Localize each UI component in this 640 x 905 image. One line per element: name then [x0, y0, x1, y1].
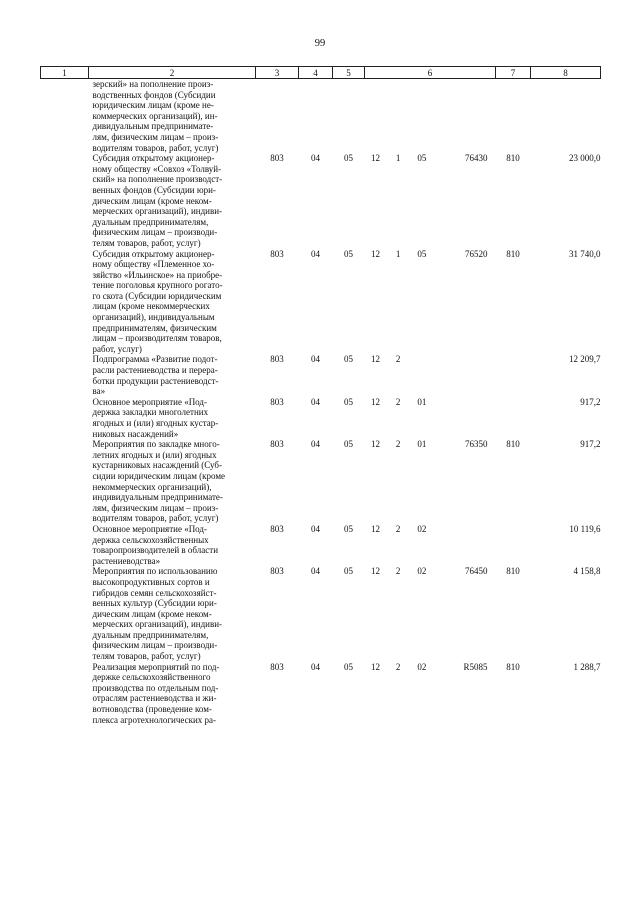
column-header-1: 1: [41, 67, 89, 79]
row-target-article: [365, 397, 496, 439]
row-description: Реализация мероприятий по под- держке сельскохозяйственного производства по отдельным под- отраслям растениеводства и жи- вотноводства (проведение ком- плекса агротехнологических ра-: [92, 661, 220, 725]
row-section-code: 04: [311, 523, 320, 534]
row-target-article: [365, 249, 496, 355]
row-subsection-code: [333, 79, 365, 154]
row-subsection-code: 05: [344, 248, 353, 259]
row-subsection-code: 05: [344, 661, 353, 672]
row-measure-code: 02: [417, 661, 427, 672]
row-measure-code: [412, 354, 432, 365]
row-direction-code: R5085: [463, 661, 488, 672]
row-amount: 917,2: [580, 396, 601, 407]
budget-table: [40, 66, 601, 725]
row-section-code: 04: [311, 396, 320, 407]
row-target-article: [365, 439, 496, 524]
row-section-code: 04: [311, 354, 320, 365]
table-row: [41, 566, 601, 661]
row-empty-cell: [41, 153, 89, 248]
row-description: Субсидия открытому акционер- ному обществу «Племенное хо- зяйство «Ильинское» на приобре- тение поголовья крупного рогато- го скота (Субсидии юридическим лицам (кроме некоммерческих организаций), индивидуальным предпринимателям, физическим лицам – производителям товаров, работ, услуг): [92, 248, 223, 354]
row-section-code: 04: [311, 661, 320, 672]
row-expense-type: 810: [506, 248, 520, 259]
row-expense-type: 810: [506, 661, 520, 672]
row-empty-cell: [41, 397, 89, 439]
row-program-code: 12: [371, 439, 380, 450]
row-subsection-code: 05: [344, 354, 353, 365]
row-empty-cell: [41, 566, 89, 661]
table-row: [41, 153, 601, 248]
row-expense-type: 810: [506, 153, 520, 164]
row-program-code: 12: [371, 566, 380, 577]
row-grbs-code: [256, 79, 299, 154]
row-subprogram-code: 2: [395, 661, 401, 672]
row-direction-code: 76350: [464, 439, 488, 450]
column-header-6: 6: [365, 67, 496, 79]
row-expense-type: [496, 354, 531, 396]
row-subprogram-code: 2: [395, 396, 401, 407]
row-amount: 917,2: [580, 439, 601, 450]
row-subprogram-code: 2: [395, 439, 401, 450]
row-expense-type: 810: [506, 439, 520, 450]
row-description: зерский» на пополнение произ- водственных фондов (Субсидии юридическим лицам (кроме не- коммерческих организаций), ин- дивидуальным предпринимате- лям, физическим лицам – произ- водителям товаров, работ, услуг): [92, 79, 219, 153]
row-program-code: 12: [371, 153, 380, 164]
row-empty-cell: [41, 354, 89, 396]
row-section-code: 04: [311, 153, 320, 164]
column-header-2: 2: [89, 67, 256, 79]
row-program-code: 12: [371, 523, 380, 534]
row-section-code: 04: [311, 439, 320, 450]
row-subsection-code: 05: [344, 566, 353, 577]
column-header-4: 4: [299, 67, 333, 79]
row-amount: 4 158,8: [573, 566, 601, 577]
row-target-article: [365, 662, 496, 726]
table-row: [41, 662, 601, 726]
row-measure-code: 01: [417, 439, 427, 450]
row-amount: 10 119,6: [569, 523, 601, 534]
row-amount: 12 209,7: [569, 354, 601, 365]
row-subsection-code: 05: [344, 153, 353, 164]
row-measure-code: 01: [417, 396, 427, 407]
row-direction-code: 76520: [464, 248, 488, 259]
row-empty-cell: [41, 249, 89, 355]
row-direction-code: [437, 524, 493, 535]
row-amount: 31 740,0: [569, 248, 601, 259]
row-expense-type: [496, 524, 531, 566]
row-program-code: 12: [371, 396, 380, 407]
row-measure-code: 02: [417, 566, 427, 577]
row-subsection-code: 05: [344, 396, 353, 407]
column-number-row: [41, 67, 601, 79]
row-amount: 23 000,0: [569, 153, 601, 164]
column-header-3: 3: [256, 67, 299, 79]
table-row: [41, 354, 601, 396]
table-row: [41, 524, 601, 566]
row-description: Мероприятия по закладке много- летних ягодных и (или) ягодных кустарниковых насаждений (Суб- сидии юридическим лицам (кроме некоммерческих организаций), индивидуальным предпринимате- лям, физическим лицам – произ- водителям товаров, работ, услуг): [92, 439, 226, 524]
column-header-7: 7: [496, 67, 531, 79]
row-description: Основное мероприятие «Под- держка сельскохозяйственных товаропроизводителей в области растениеводства»: [92, 523, 219, 566]
row-empty-cell: [41, 662, 89, 726]
row-measure-code: 05: [417, 248, 427, 259]
row-grbs-code: 803: [270, 661, 284, 672]
row-target-article: [365, 524, 496, 566]
row-grbs-code: 803: [270, 153, 284, 164]
row-amount: [531, 79, 601, 154]
row-expense-type: [496, 397, 531, 439]
row-subprogram-code: 2: [395, 566, 401, 577]
row-direction-code: 76450: [464, 566, 488, 577]
row-section-code: 04: [311, 566, 320, 577]
row-subprogram-code: 1: [395, 248, 401, 259]
row-empty-cell: [41, 439, 89, 524]
column-header-8: 8: [531, 67, 601, 79]
row-description: Подпрограмма «Развитие подот- расли растениеводства и перера- ботки продукции растениеводст- ва»: [92, 354, 219, 397]
row-description: Субсидия открытому акционер- ному обществу «Совхоз «Толвуй- ский» на пополнение производст- венных фондов (Субсидии юри- дическим лицам (кроме неком- мерческих организаций), индиви- дуальным предпринимателям, физическим лицам – производи- телям товаров, работ, услуг): [92, 153, 223, 248]
row-subprogram-code: 1: [395, 153, 401, 164]
row-target-article: [365, 354, 496, 396]
table-row: [41, 397, 601, 439]
row-measure-code: 02: [417, 523, 427, 534]
row-direction-code: [437, 397, 493, 408]
row-grbs-code: 803: [270, 248, 284, 259]
row-description: Мероприятия по использованию высокопродуктивных сортов и гибридов семян сельскохозяйст- венных культур (Субсидии юри- дическим лицам (кроме неком- мерческих организаций), индиви- дуальным предпринимателям, физическим лицам – производи- телям товаров, работ, услуг): [92, 566, 223, 662]
row-expense-type: [496, 79, 531, 154]
row-direction-code: [437, 354, 493, 365]
table-row: [41, 79, 601, 154]
table-row: [41, 439, 601, 524]
page-number: 99: [314, 38, 326, 49]
table-row: [41, 249, 601, 355]
row-description: Основное мероприятие «Под- держка закладки многолетних ягодных и (или) ягодных кустар- никовых насаждений»: [92, 396, 219, 439]
row-amount: 1 288,7: [573, 661, 601, 672]
table-body: [41, 79, 601, 726]
row-expense-type: 810: [506, 566, 520, 577]
row-grbs-code: 803: [270, 523, 284, 534]
row-subprogram-code: 2: [395, 354, 401, 365]
row-empty-cell: [41, 79, 89, 154]
row-grbs-code: 803: [270, 354, 284, 365]
row-section-code: 04: [311, 248, 320, 259]
row-grbs-code: 803: [270, 439, 284, 450]
row-subsection-code: 05: [344, 439, 353, 450]
row-target-article: [365, 79, 496, 154]
row-section-code: [299, 79, 333, 154]
column-header-5: 5: [333, 67, 365, 79]
row-program-code: 12: [371, 661, 380, 672]
row-measure-code: 05: [417, 153, 427, 164]
row-direction-code: 76430: [464, 153, 488, 164]
row-grbs-code: 803: [270, 566, 284, 577]
row-target-article: [365, 153, 496, 248]
row-subprogram-code: 2: [395, 523, 401, 534]
row-grbs-code: 803: [270, 396, 284, 407]
row-target-article: [365, 566, 496, 661]
row-program-code: 12: [371, 354, 380, 365]
row-program-code: 12: [371, 248, 380, 259]
row-empty-cell: [41, 524, 89, 566]
row-subsection-code: 05: [344, 523, 353, 534]
